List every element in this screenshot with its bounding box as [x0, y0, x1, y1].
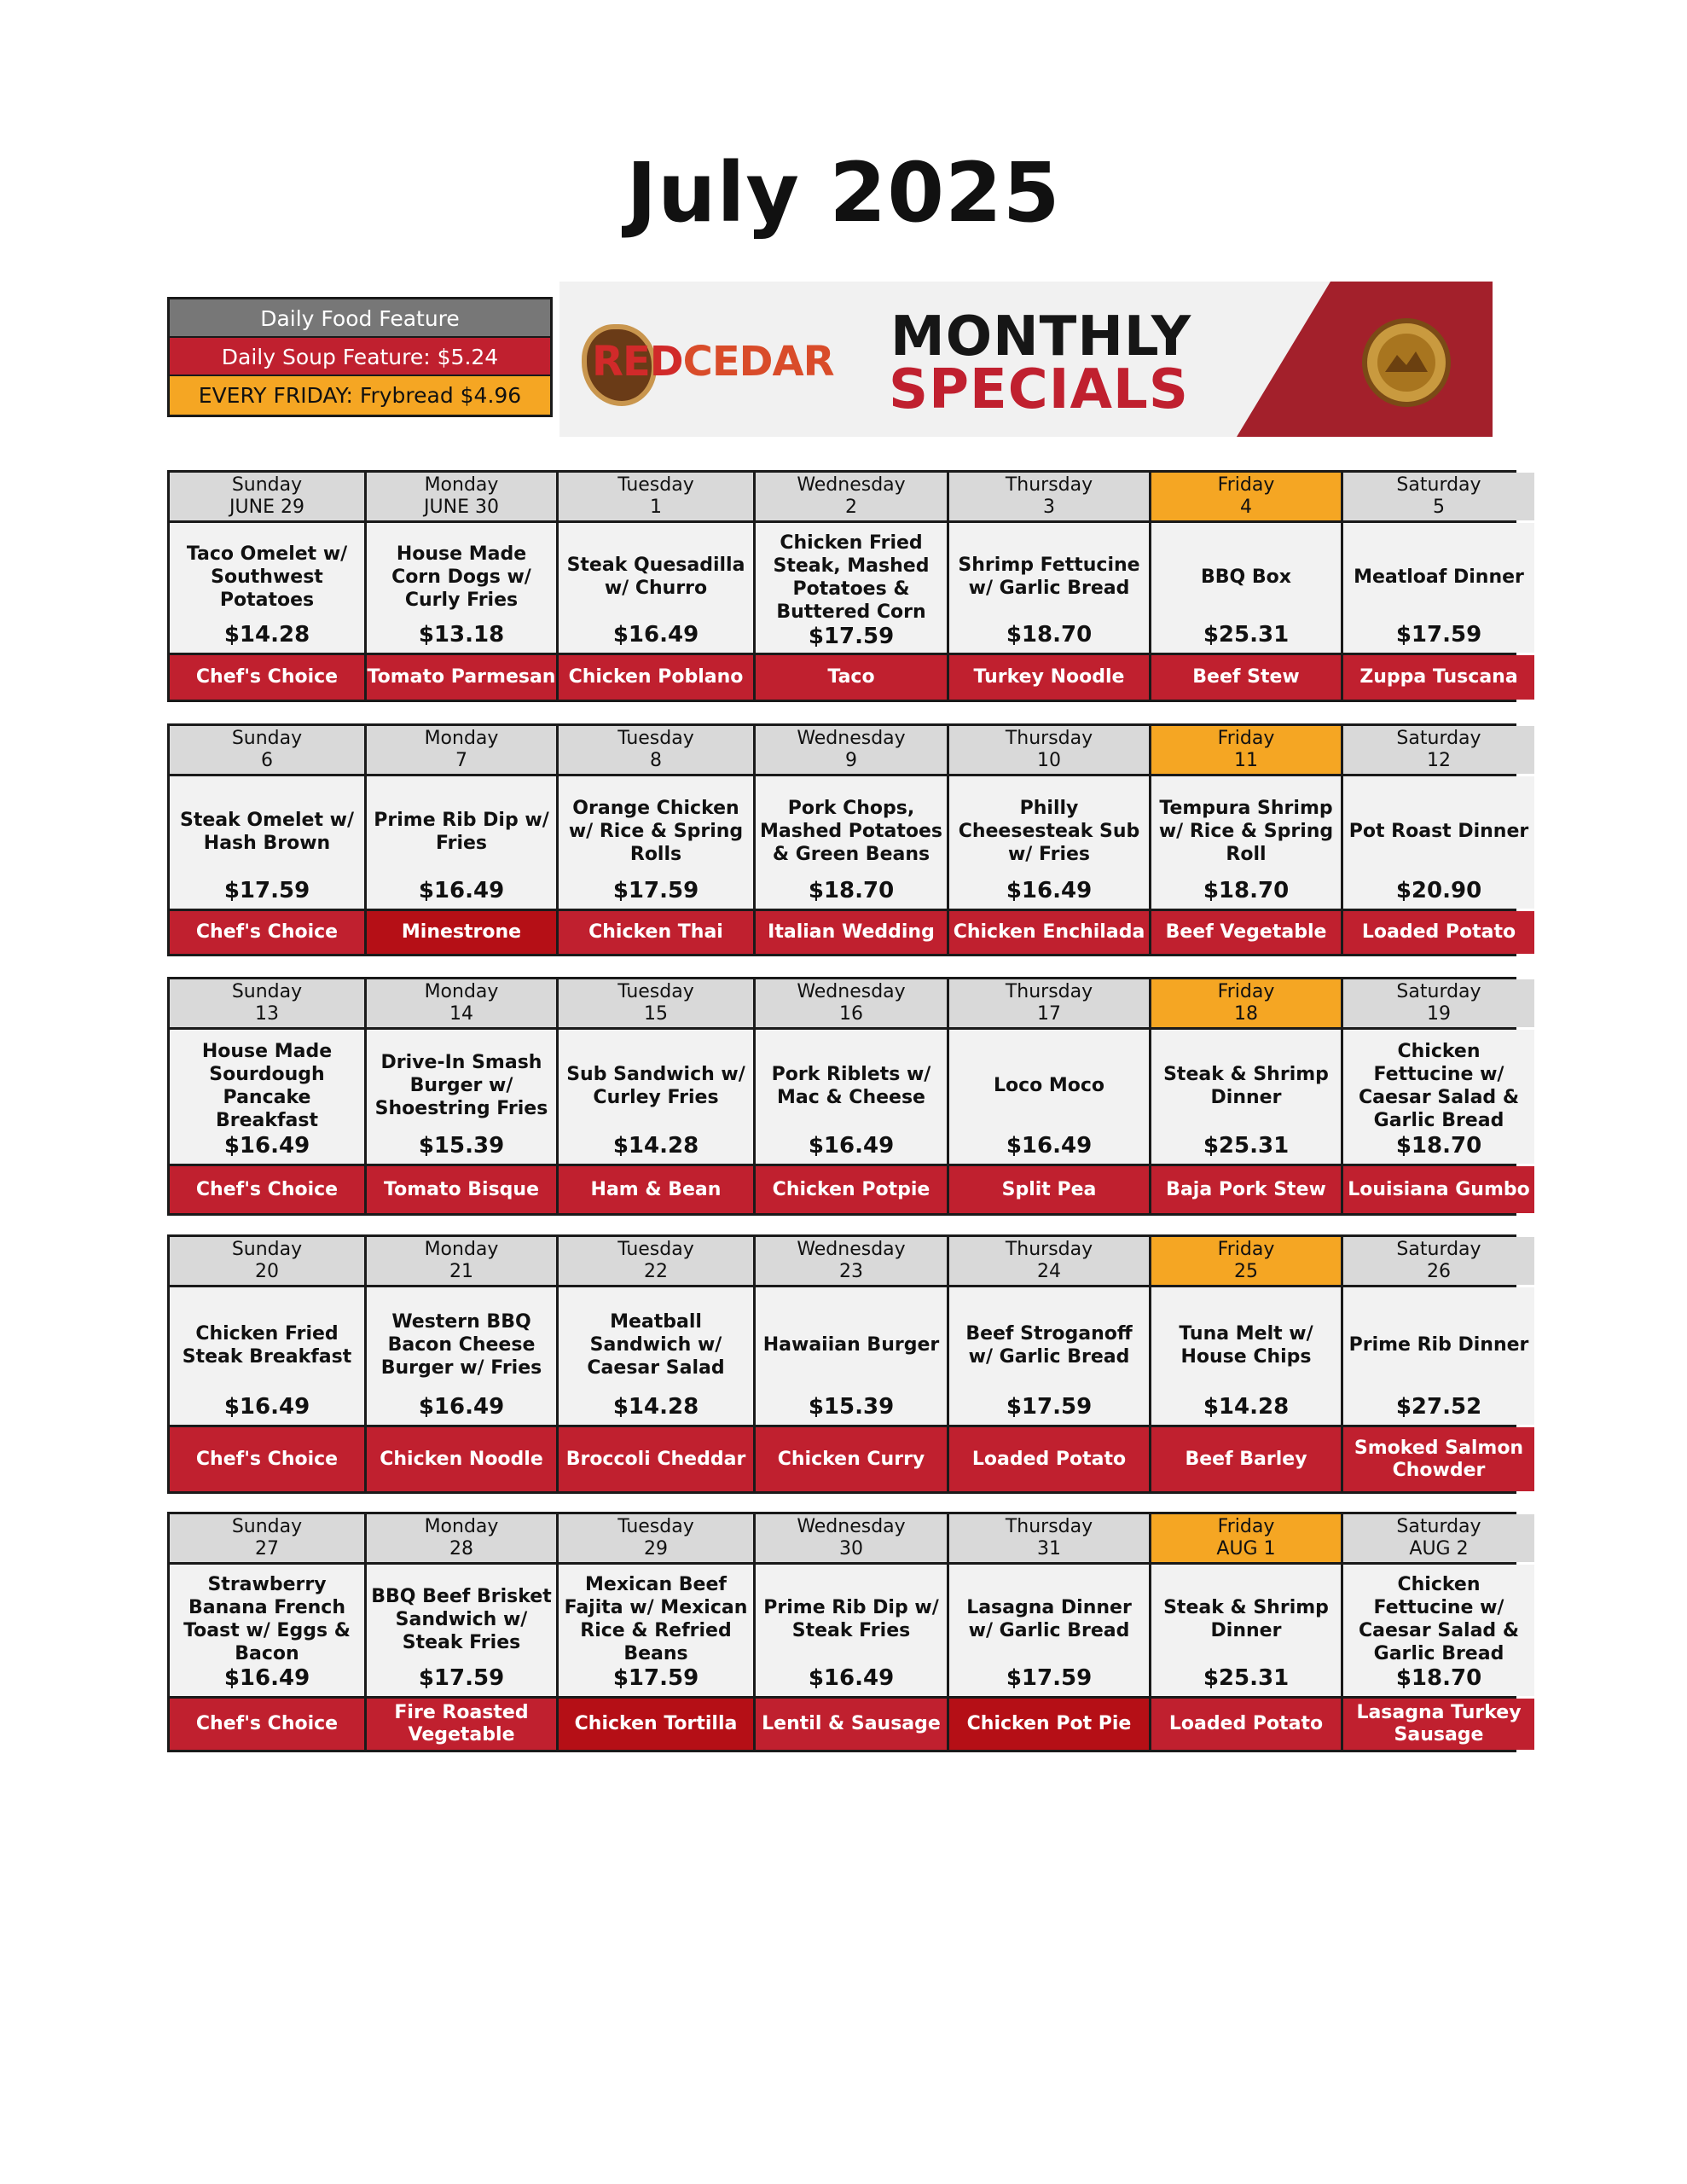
dish-price: $17.59	[808, 624, 895, 649]
soup-feature: Chef's Choice	[170, 911, 364, 954]
dish-price: $17.59	[223, 878, 310, 903]
day-header	[1343, 979, 1534, 1027]
day-name: Tuesday	[617, 474, 694, 496]
dish-price: $25.31	[1203, 1665, 1290, 1691]
day-header	[367, 473, 556, 520]
day-name: Monday	[424, 474, 499, 496]
day-date: 16	[839, 1003, 863, 1025]
day-date: 14	[449, 1003, 473, 1025]
soup-feature: Fire Roasted Vegetable	[367, 1699, 556, 1750]
food-feature	[367, 1030, 556, 1164]
day-header	[949, 473, 1149, 520]
dish-price: $17.59	[418, 1665, 505, 1691]
dish-price: $16.49	[1006, 1133, 1093, 1159]
dish-name: Pot Roast Dinner	[1348, 821, 1529, 842]
day-name: Thursday	[1005, 474, 1093, 496]
day-header	[559, 726, 753, 774]
soup-feature: Beef Barley	[1151, 1427, 1341, 1491]
day-header	[949, 979, 1149, 1027]
dish-name: Prime Rib Dip w/ Steak Fries	[763, 1597, 939, 1641]
soup-feature: Tomato Parmesan	[367, 655, 556, 700]
dish-price: $16.49	[223, 1133, 310, 1159]
soup-feature: Loaded Potato	[949, 1427, 1149, 1491]
dish-name: Chicken Fried Steak, Mashed Potatoes & Buttered Corn	[773, 532, 930, 623]
soup-feature: Taco	[756, 655, 947, 700]
dish-name: Shrimp Fettucine w/ Garlic Bread	[958, 555, 1140, 599]
dish-name: Sub Sandwich w/ Curley Fries	[566, 1063, 745, 1108]
day-name: Friday	[1217, 1516, 1275, 1537]
food-feature	[170, 1287, 364, 1425]
soup-feature: Chef's Choice	[170, 1699, 364, 1750]
soup-feature: Chef's Choice	[170, 655, 364, 700]
day-date: 11	[1234, 750, 1258, 771]
day-date: 8	[650, 750, 662, 771]
dish-name: Steak & Shrimp Dinner	[1163, 1597, 1329, 1641]
day-header	[559, 473, 753, 520]
day-name: Friday	[1217, 981, 1275, 1002]
banner-specials: SPECIALS	[889, 358, 1189, 421]
food-feature	[1151, 1030, 1341, 1164]
dish-price: $20.90	[1395, 878, 1482, 903]
dish-price: $16.49	[223, 1394, 310, 1420]
soup-feature: Smoked Salmon Chowder	[1343, 1427, 1534, 1491]
day-name: Monday	[424, 1516, 499, 1537]
dish-name: Orange Chicken w/ Rice & Spring Rolls	[568, 798, 744, 865]
dish-price: $17.59	[1395, 622, 1482, 648]
monthly-specials-banner	[559, 282, 1493, 437]
day-date: 12	[1427, 750, 1451, 771]
day-date: 15	[644, 1003, 668, 1025]
dish-price: $17.59	[612, 878, 699, 903]
food-feature	[1343, 1030, 1534, 1164]
soup-feature: Chicken Potpie	[756, 1166, 947, 1213]
day-name: Saturday	[1396, 1239, 1481, 1260]
day-name: Friday	[1217, 728, 1275, 749]
soup-feature: Chicken Curry	[756, 1427, 947, 1491]
dish-name: Chicken Fried Steak Breakfast	[182, 1322, 352, 1368]
day-date: 4	[1240, 497, 1252, 518]
dish-price: $18.70	[1395, 1133, 1482, 1159]
day-name: Sunday	[231, 474, 303, 496]
food-feature	[756, 1030, 947, 1164]
dish-price: $14.28	[1203, 1394, 1290, 1420]
day-date: 1	[650, 497, 662, 518]
food-feature	[367, 1287, 556, 1425]
day-header	[1151, 1237, 1341, 1285]
day-date: 20	[255, 1261, 279, 1282]
soup-feature: Lentil & Sausage	[756, 1699, 947, 1750]
legend	[167, 297, 553, 417]
food-feature	[559, 776, 753, 909]
day-header	[1151, 979, 1341, 1027]
food-feature	[756, 1287, 947, 1425]
dish-price: $17.59	[1006, 1665, 1093, 1691]
dish-price: $14.28	[612, 1394, 699, 1420]
day-header	[756, 1514, 947, 1562]
day-name: Sunday	[231, 1516, 303, 1537]
day-date: 18	[1234, 1003, 1258, 1025]
dish-price: $18.70	[808, 878, 895, 903]
day-date: 24	[1037, 1261, 1061, 1282]
day-name: Wednesday	[797, 474, 906, 496]
dish-price: $17.59	[612, 1665, 699, 1691]
food-feature	[949, 1287, 1149, 1425]
day-name: Wednesday	[797, 1239, 906, 1260]
day-header	[756, 726, 947, 774]
soup-feature: Chicken Tortilla	[559, 1699, 753, 1750]
soup-feature: Minestrone	[367, 911, 556, 954]
dish-price: $25.31	[1203, 622, 1290, 648]
day-name: Friday	[1217, 474, 1275, 496]
food-feature	[1343, 1287, 1534, 1425]
day-name: Monday	[424, 981, 499, 1002]
dish-name: Lasagna Dinner w/ Garlic Bread	[966, 1597, 1132, 1641]
food-feature	[170, 1030, 364, 1164]
day-date: AUG 1	[1216, 1538, 1276, 1560]
day-name: Tuesday	[617, 1239, 694, 1260]
dish-name: Chicken Fettucine w/ Caesar Salad & Garlic Bread	[1358, 1040, 1520, 1131]
red-cedar-logo	[592, 338, 834, 386]
day-name: Wednesday	[797, 728, 906, 749]
day-name: Monday	[424, 1239, 499, 1260]
day-date: 22	[644, 1261, 668, 1282]
day-header	[1151, 473, 1341, 520]
soup-feature: Loaded Potato	[1343, 911, 1534, 954]
day-date: AUG 2	[1409, 1538, 1469, 1560]
dish-price: $16.49	[418, 878, 505, 903]
dish-price: $17.59	[1006, 1394, 1093, 1420]
day-name: Monday	[424, 728, 499, 749]
dish-name: Prime Rib Dip w/ Fries	[374, 809, 549, 854]
food-feature	[367, 523, 556, 653]
dish-name: Pork Chops, Mashed Potatoes & Green Beans	[759, 798, 943, 865]
food-feature	[559, 523, 753, 653]
food-feature	[1151, 1565, 1341, 1696]
day-date: JUNE 30	[424, 497, 499, 518]
day-name: Wednesday	[797, 981, 906, 1002]
dish-price: $18.70	[1203, 878, 1290, 903]
day-name: Sunday	[231, 728, 303, 749]
day-header	[1343, 473, 1534, 520]
day-header	[949, 1237, 1149, 1285]
day-name: Tuesday	[617, 728, 694, 749]
calendar-week	[167, 470, 1524, 702]
day-header	[367, 1514, 556, 1562]
dish-name: Tempura Shrimp w/ Rice & Spring Roll	[1158, 798, 1334, 865]
day-date: 3	[1043, 497, 1055, 518]
dish-name: Hawaiian Burger	[762, 1334, 940, 1356]
food-feature	[756, 1565, 947, 1696]
day-name: Thursday	[1005, 1516, 1093, 1537]
dish-name: Steak Quesadilla w/ Churro	[566, 555, 745, 599]
day-date: 10	[1037, 750, 1061, 771]
day-header	[559, 1237, 753, 1285]
day-date: 28	[449, 1538, 473, 1560]
day-name: Thursday	[1005, 981, 1093, 1002]
calendar-week	[167, 723, 1529, 956]
dish-name: BBQ Box	[1201, 566, 1291, 588]
dish-name: Western BBQ Bacon Cheese Burger w/ Fries	[380, 1311, 542, 1379]
day-name: Saturday	[1396, 1516, 1481, 1537]
day-header	[170, 1237, 364, 1285]
food-feature	[559, 1030, 753, 1164]
day-date: 23	[839, 1261, 863, 1282]
soup-feature: Chef's Choice	[170, 1427, 364, 1491]
food-feature	[367, 776, 556, 909]
day-date: 13	[255, 1003, 279, 1025]
food-feature	[559, 1565, 753, 1696]
day-header	[1343, 1514, 1534, 1562]
dish-name: Loco Moco	[993, 1075, 1105, 1096]
soup-feature: Italian Wedding	[756, 911, 947, 954]
food-feature	[756, 523, 947, 653]
day-date: 27	[255, 1538, 279, 1560]
day-header	[1151, 726, 1341, 774]
day-header	[1343, 726, 1534, 774]
day-header	[1151, 1514, 1341, 1562]
soup-feature: Chef's Choice	[170, 1166, 364, 1213]
legend-food-feature: Daily Food Feature	[170, 299, 550, 338]
logo-word-red: RED	[592, 338, 683, 386]
day-header	[367, 979, 556, 1027]
dish-name: BBQ Beef Brisket Sandwich w/ Steak Fries	[371, 1585, 552, 1653]
day-name: Thursday	[1005, 728, 1093, 749]
dish-price: $16.49	[612, 622, 699, 648]
soup-feature: Chicken Enchilada	[949, 911, 1149, 954]
food-feature	[1151, 776, 1341, 909]
page-title: July 2025	[626, 145, 1061, 241]
day-name: Sunday	[231, 981, 303, 1002]
day-date: 17	[1037, 1003, 1061, 1025]
dish-name: Steak & Shrimp Dinner	[1163, 1063, 1329, 1108]
legend-friday-frybread: EVERY FRIDAY: Frybread $4.96	[170, 376, 550, 415]
day-name: Sunday	[231, 1239, 303, 1260]
day-header	[170, 979, 364, 1027]
dish-price: $25.31	[1203, 1133, 1290, 1159]
soup-feature: Chicken Thai	[559, 911, 753, 954]
dish-name: Philly Cheesesteak Sub w/ Fries	[958, 798, 1140, 865]
day-name: Friday	[1217, 1239, 1275, 1260]
soup-feature: Baja Pork Stew	[1151, 1166, 1341, 1213]
day-header	[756, 473, 947, 520]
food-feature	[1343, 523, 1534, 653]
day-date: 26	[1427, 1261, 1451, 1282]
dish-name: Taco Omelet w/ Southwest Potatoes	[186, 543, 348, 611]
calendar-week	[167, 977, 1530, 1216]
day-header	[367, 1237, 556, 1285]
food-feature	[949, 1030, 1149, 1164]
dish-price: $16.49	[223, 1665, 310, 1691]
banner-monthly: MONTHLY	[890, 305, 1192, 369]
soup-feature: Loaded Potato	[1151, 1699, 1341, 1750]
day-header	[559, 979, 753, 1027]
dish-name: Beef Stroganoff w/ Garlic Bread	[965, 1322, 1133, 1368]
day-date: 5	[1433, 497, 1445, 518]
dish-name: House Made Corn Dogs w/ Curly Fries	[391, 543, 531, 611]
dish-price: $14.28	[612, 1133, 699, 1159]
dish-name: Chicken Fettucine w/ Caesar Salad & Garlic Bread	[1358, 1574, 1520, 1664]
soup-feature: Lasagna Turkey Sausage	[1343, 1699, 1534, 1750]
day-date: 9	[845, 750, 857, 771]
soup-feature: Turkey Noodle	[949, 655, 1149, 700]
soup-feature: Chicken Poblano	[559, 655, 753, 700]
legend-soup-feature: Daily Soup Feature: $5.24	[170, 338, 550, 376]
day-name: Saturday	[1396, 474, 1481, 496]
day-date: JUNE 29	[229, 497, 304, 518]
day-header	[367, 726, 556, 774]
day-name: Thursday	[1005, 1239, 1093, 1260]
day-date: 29	[644, 1538, 668, 1560]
dish-name: Meatloaf Dinner	[1354, 566, 1524, 588]
muckleshoot-bingo-seal-icon	[1359, 316, 1453, 410]
dish-name: Strawberry Banana French Toast w/ Eggs & Bacon	[183, 1574, 351, 1664]
day-date: 30	[839, 1538, 863, 1560]
soup-feature: Zuppa Tuscana	[1343, 655, 1534, 700]
day-name: Saturday	[1396, 981, 1481, 1002]
dish-price: $16.49	[1006, 878, 1093, 903]
food-feature	[170, 776, 364, 909]
soup-feature: Split Pea	[949, 1166, 1149, 1213]
food-feature	[949, 523, 1149, 653]
food-feature	[756, 776, 947, 909]
dish-name: Pork Riblets w/ Mac & Cheese	[771, 1063, 931, 1108]
day-name: Saturday	[1396, 728, 1481, 749]
food-feature	[170, 1565, 364, 1696]
food-feature	[1343, 776, 1534, 909]
day-header	[756, 979, 947, 1027]
dish-name: Tuna Melt w/ House Chips	[1179, 1322, 1313, 1368]
dish-name: House Made Sourdough Pancake Breakfast	[201, 1040, 333, 1131]
dish-price: $15.39	[808, 1394, 895, 1420]
soup-feature: Chicken Pot Pie	[949, 1699, 1149, 1750]
day-date: 6	[261, 750, 273, 771]
food-feature	[949, 1565, 1149, 1696]
food-feature	[367, 1565, 556, 1696]
day-header	[756, 1237, 947, 1285]
day-date: 21	[449, 1261, 473, 1282]
dish-price: $16.49	[418, 1394, 505, 1420]
dish-name: Steak Omelet w/ Hash Brown	[180, 809, 354, 854]
day-date: 2	[845, 497, 857, 518]
dish-price: $16.49	[808, 1665, 895, 1691]
soup-feature: Tomato Bisque	[367, 1166, 556, 1213]
dish-price: $18.70	[1395, 1665, 1482, 1691]
day-date: 19	[1427, 1003, 1451, 1025]
food-feature	[1151, 1287, 1341, 1425]
day-name: Tuesday	[617, 1516, 694, 1537]
day-header	[949, 726, 1149, 774]
dish-name: Meatball Sandwich w/ Caesar Salad	[587, 1311, 725, 1379]
dish-price: $16.49	[808, 1133, 895, 1159]
day-date: 25	[1234, 1261, 1258, 1282]
day-header	[170, 1514, 364, 1562]
calendar-week	[167, 1512, 1522, 1752]
dish-price: $27.52	[1395, 1394, 1482, 1420]
day-header	[559, 1514, 753, 1562]
day-name: Wednesday	[797, 1516, 906, 1537]
dish-price: $14.28	[223, 622, 310, 648]
day-date: 31	[1037, 1538, 1061, 1560]
food-feature	[1151, 523, 1341, 653]
day-header	[170, 473, 364, 520]
soup-feature: Beef Vegetable	[1151, 911, 1341, 954]
calendar-week	[167, 1234, 1529, 1494]
soup-feature: Broccoli Cheddar	[559, 1427, 753, 1491]
day-date: 7	[455, 750, 467, 771]
day-header	[1343, 1237, 1534, 1285]
soup-feature: Louisiana Gumbo	[1343, 1166, 1534, 1213]
soup-feature: Ham & Bean	[559, 1166, 753, 1213]
food-feature	[559, 1287, 753, 1425]
day-name: Tuesday	[617, 981, 694, 1002]
dish-name: Prime Rib Dinner	[1348, 1334, 1529, 1356]
dish-name: Mexican Beef Fajita w/ Mexican Rice & Refried Beans	[564, 1574, 748, 1664]
dish-name: Drive-In Smash Burger w/ Shoestring Fries	[374, 1052, 548, 1119]
soup-feature: Beef Stew	[1151, 655, 1341, 700]
logo-word-cedar: CEDAR	[682, 338, 834, 386]
dish-price: $13.18	[418, 622, 505, 648]
day-header	[170, 726, 364, 774]
dish-price: $15.39	[418, 1133, 505, 1159]
food-feature	[170, 523, 364, 653]
dish-price: $18.70	[1006, 622, 1093, 648]
food-feature	[949, 776, 1149, 909]
food-feature	[1343, 1565, 1534, 1696]
day-header	[949, 1514, 1149, 1562]
soup-feature: Chicken Noodle	[367, 1427, 556, 1491]
